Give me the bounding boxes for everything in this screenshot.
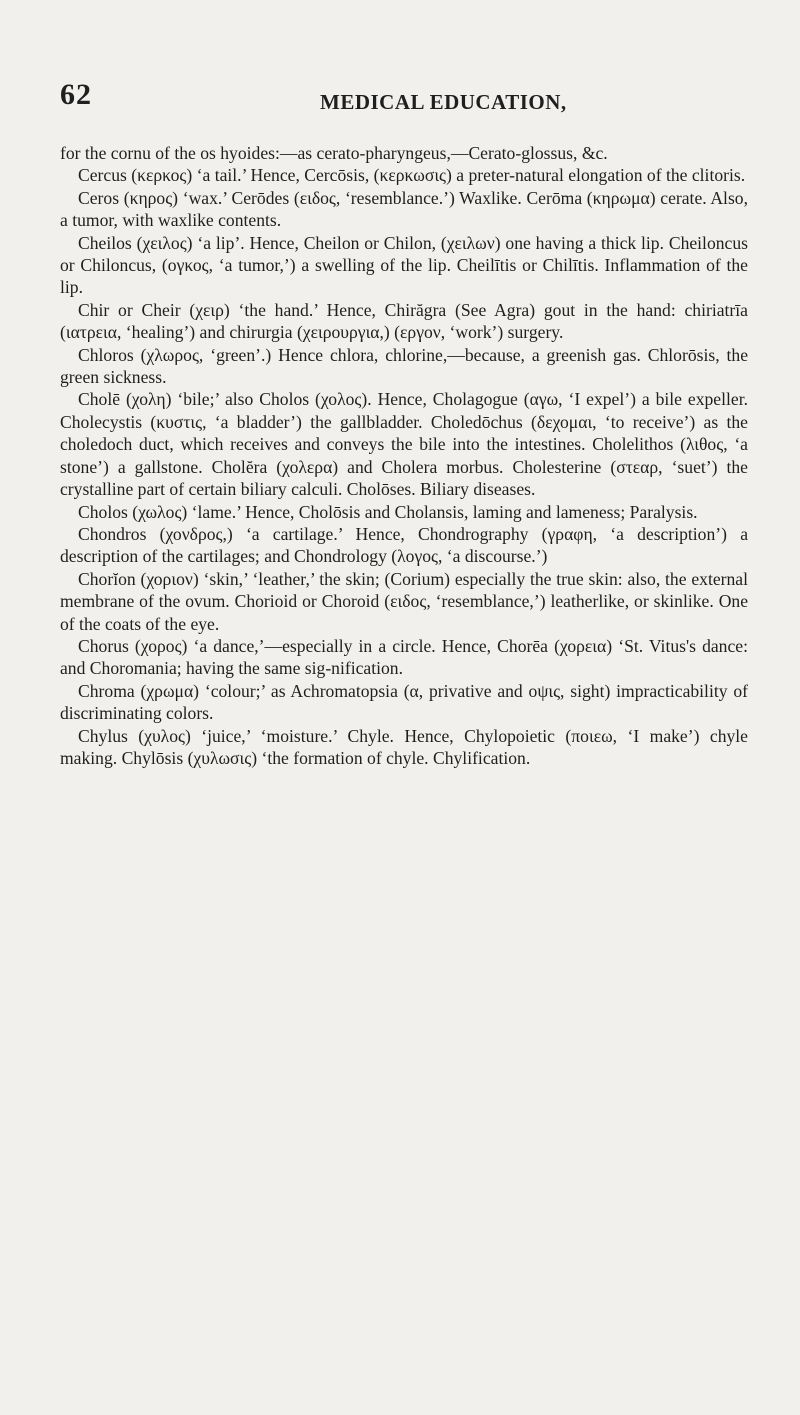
entry-cholos: Cholos (χωλος) ‘lame.’ Hence, Cholōsis and Cholansis, laming and lameness; Paralysis.: [78, 501, 698, 522]
body-text: [60, 142, 748, 769]
entry-ceros: Ceros (κηρος) ‘wax.’ Cerōdes (ειδος, ‘resemblance.’) Waxlike. Cerōma (κηρωμα) cerate. Also, a tumor, with waxlike contents.: [60, 187, 748, 231]
entry-cheilos: Cheilos (χειλος) ‘a lip’. Hence, Cheilon or Chilon, (χειλων) one having a thick lip. Cheiloncus or Chiloncus, (ογκος, ‘a tumor,’) a swelling of the lip. Cheilītis or Chilītis. Inflammation of the lip.: [60, 232, 748, 298]
page-header: [60, 78, 740, 118]
entry-cerato-continuation: for the cornu of the os hyoides:—as cerato-pharyngeus,—Cerato-glossus, &c.: [60, 143, 608, 163]
entry-cercus: Cercus (κερκος) ‘a tail.’ Hence, Cercōsis, (κερκωσις) a preter-natural elongation of the clitoris.: [78, 165, 746, 186]
entry-chir: Chir or Cheir (χειρ) ‘the hand.’ Hence, Chirăgra (See Agra) gout in the hand: chiriatrīa (ιατρεια, ‘healing’) and chirurgia (χειρουργια,) (εργον, ‘work’) surgery.: [60, 299, 748, 343]
entry-chroma: Chroma (χρωμα) ‘colour;’ as Achromatopsia (α, privative and οψις, sight) impracticability of discriminating colors.: [60, 680, 748, 724]
running-head: MEDICAL EDUCATION,: [320, 90, 567, 114]
entry-chloros: Chloros (χλωρος, ‘green’.) Hence chlora, chlorine,—because, a greenish gas. Chlorōsis, the green sickness.: [60, 344, 748, 388]
entry-chorus: Chorus (χορος) ‘a dance,’—especially in a circle. Hence, Chorēa (χορεια) ‘St. Vitus's dance: and Choromania; having the same sig-nification.: [60, 635, 748, 679]
entry-chole: Cholē (χολη) ‘bile;’ also Cholos (χολος). Hence, Cholagogue (αγω, ‘I expel’) a bile expeller. Cholecystis (κυστις, ‘a bladder’) the gallbladder. Choledōchus (δεχομαι, ‘to receive’) as the choledoch duct, which receives and conveys the bile into the intestines. Cholelithos (λιθος, ‘a stone’) a gallstone. Cholĕra (χολερα) and Cholera morbus. Cholesterine (στεαρ, ‘suet’) the crystalline part of certain biliary calculi. Cholōses. Biliary diseases.: [60, 389, 748, 500]
entry-chondros: Chondros (χονδρος,) ‘a cartilage.’ Hence, Chondrography (γραφη, ‘a description’) a description of the cartilages; and Chondrology (λογος, ‘a discourse.’): [60, 523, 748, 567]
page-number: 62: [60, 78, 92, 111]
entry-chylus: Chylus (χυλος) ‘juice,’ ‘moisture.’ Chyle. Hence, Chylopoietic (ποιεω, ‘I make’) chyle making. Chylōsis (χυλωσις) ‘the formation of chyle. Chylification.: [60, 725, 748, 768]
entry-chorion: Chorĭon (χοριον) ‘skin,’ ‘leather,’ the skin; (Corium) especially the true skin: also, the external membrane of the ovum. Chorioid or Choroid (ειδος, ‘resemblance,’) leatherlike, or skinlike. One of the coats of the eye.: [60, 568, 748, 634]
